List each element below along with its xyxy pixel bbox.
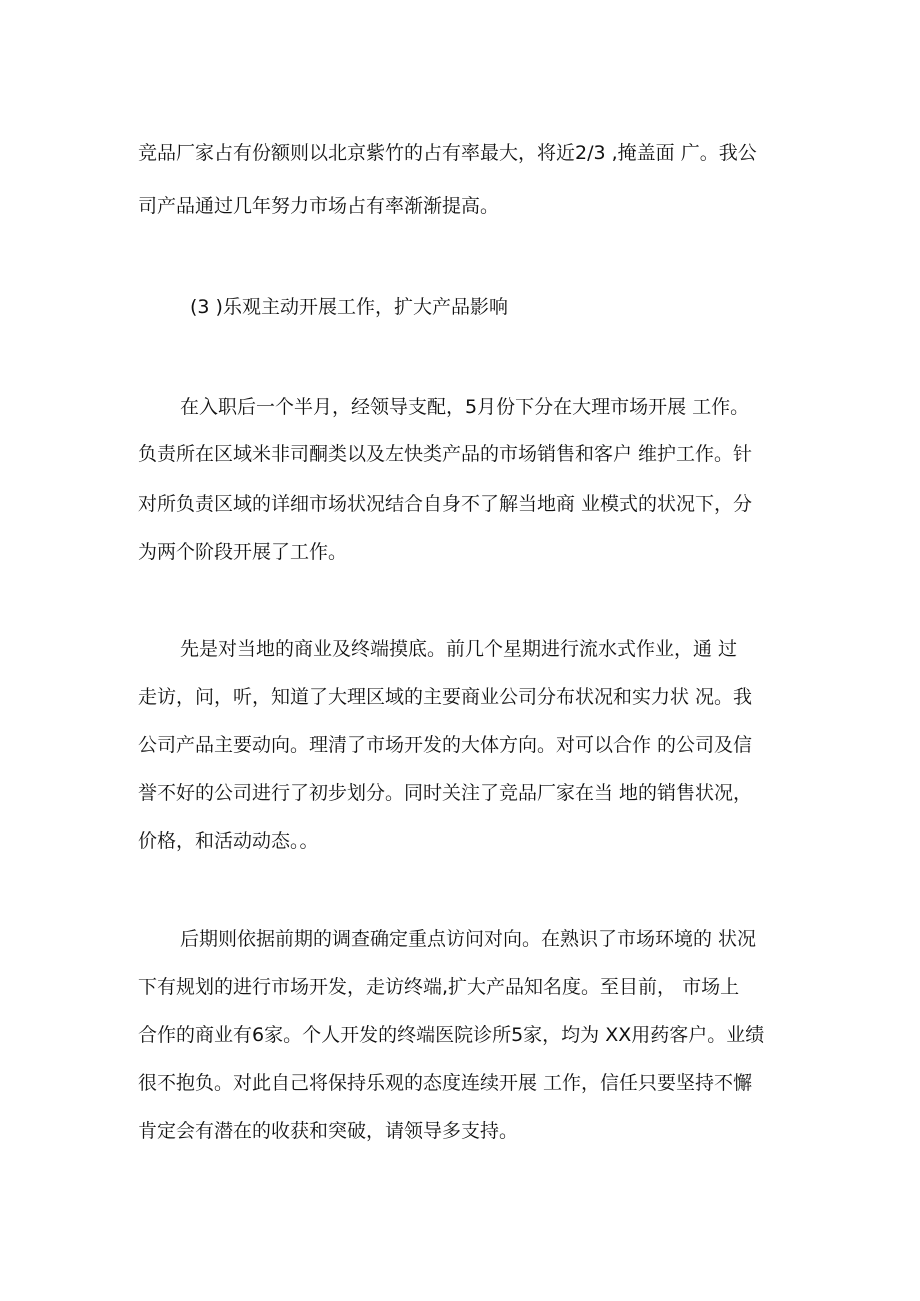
paragraph-3-line-3: 公司产品主要动向。理清了市场开发的大体方向。对可以合作 的公司及信: [138, 734, 753, 756]
paragraph-1-line-2: 司产品通过几年努力市场占有率渐渐提高。: [138, 195, 500, 217]
paragraph-4-line-2: 下有规划的进行市场开发，走访终端,扩大产品知名度。至目前， 市场上: [138, 976, 740, 998]
paragraph-3-line-4: 誉不好的公司进行了初步划分。同时关注了竞品厂家在当 地的销售状况，: [138, 782, 753, 804]
paragraph-2-line-4: 为两个阶段开展了工作。: [138, 541, 348, 563]
paragraph-1-line-1: 竞品厂家占有份额则以北京紫竹的占有率最大，将近2/3 ,掩盖面 广。我公: [138, 142, 757, 164]
paragraph-4-line-1: 后期则依据前期的调查确定重点访问对向。在熟识了市场环境的 状况: [180, 928, 757, 950]
paragraph-4-line-3: 合作的商业有6家。个人开发的终端医院诊所5家，均为 XX用药客户。业绩: [138, 1024, 765, 1046]
section-heading-3: (3 )乐观主动开展工作，扩大产品影响: [190, 296, 508, 318]
paragraph-2-line-2: 负责所在区域米非司酮类以及左快类产品的市场销售和客户 维护工作。针: [138, 443, 753, 465]
paragraph-3-line-5: 价格，和活动动态。。: [138, 830, 319, 852]
paragraph-3-line-1: 先是对当地的商业及终端摸底。前几个星期进行流水式作业，通 过: [180, 638, 738, 660]
paragraph-3-line-2: 走访，问，听，知道了大理区域的主要商业公司分布状况和实力状 况。我: [138, 686, 753, 708]
paragraph-4-line-5: 肯定会有潜在的收获和突破，请领导多支持。: [138, 1120, 519, 1142]
paragraph-4-line-4: 很不抱负。对此自己将保持乐观的态度连续开展 工作，信任只要坚持不懈: [138, 1072, 753, 1094]
paragraph-2-line-1: 在入职后一个半月，经领导支配，5月份下分在大理市场开展 工作。: [180, 396, 750, 418]
paragraph-2-line-3: 对所负责区域的详细市场状况结合自身不了解当地商 业模式的状况下，分: [138, 493, 753, 515]
